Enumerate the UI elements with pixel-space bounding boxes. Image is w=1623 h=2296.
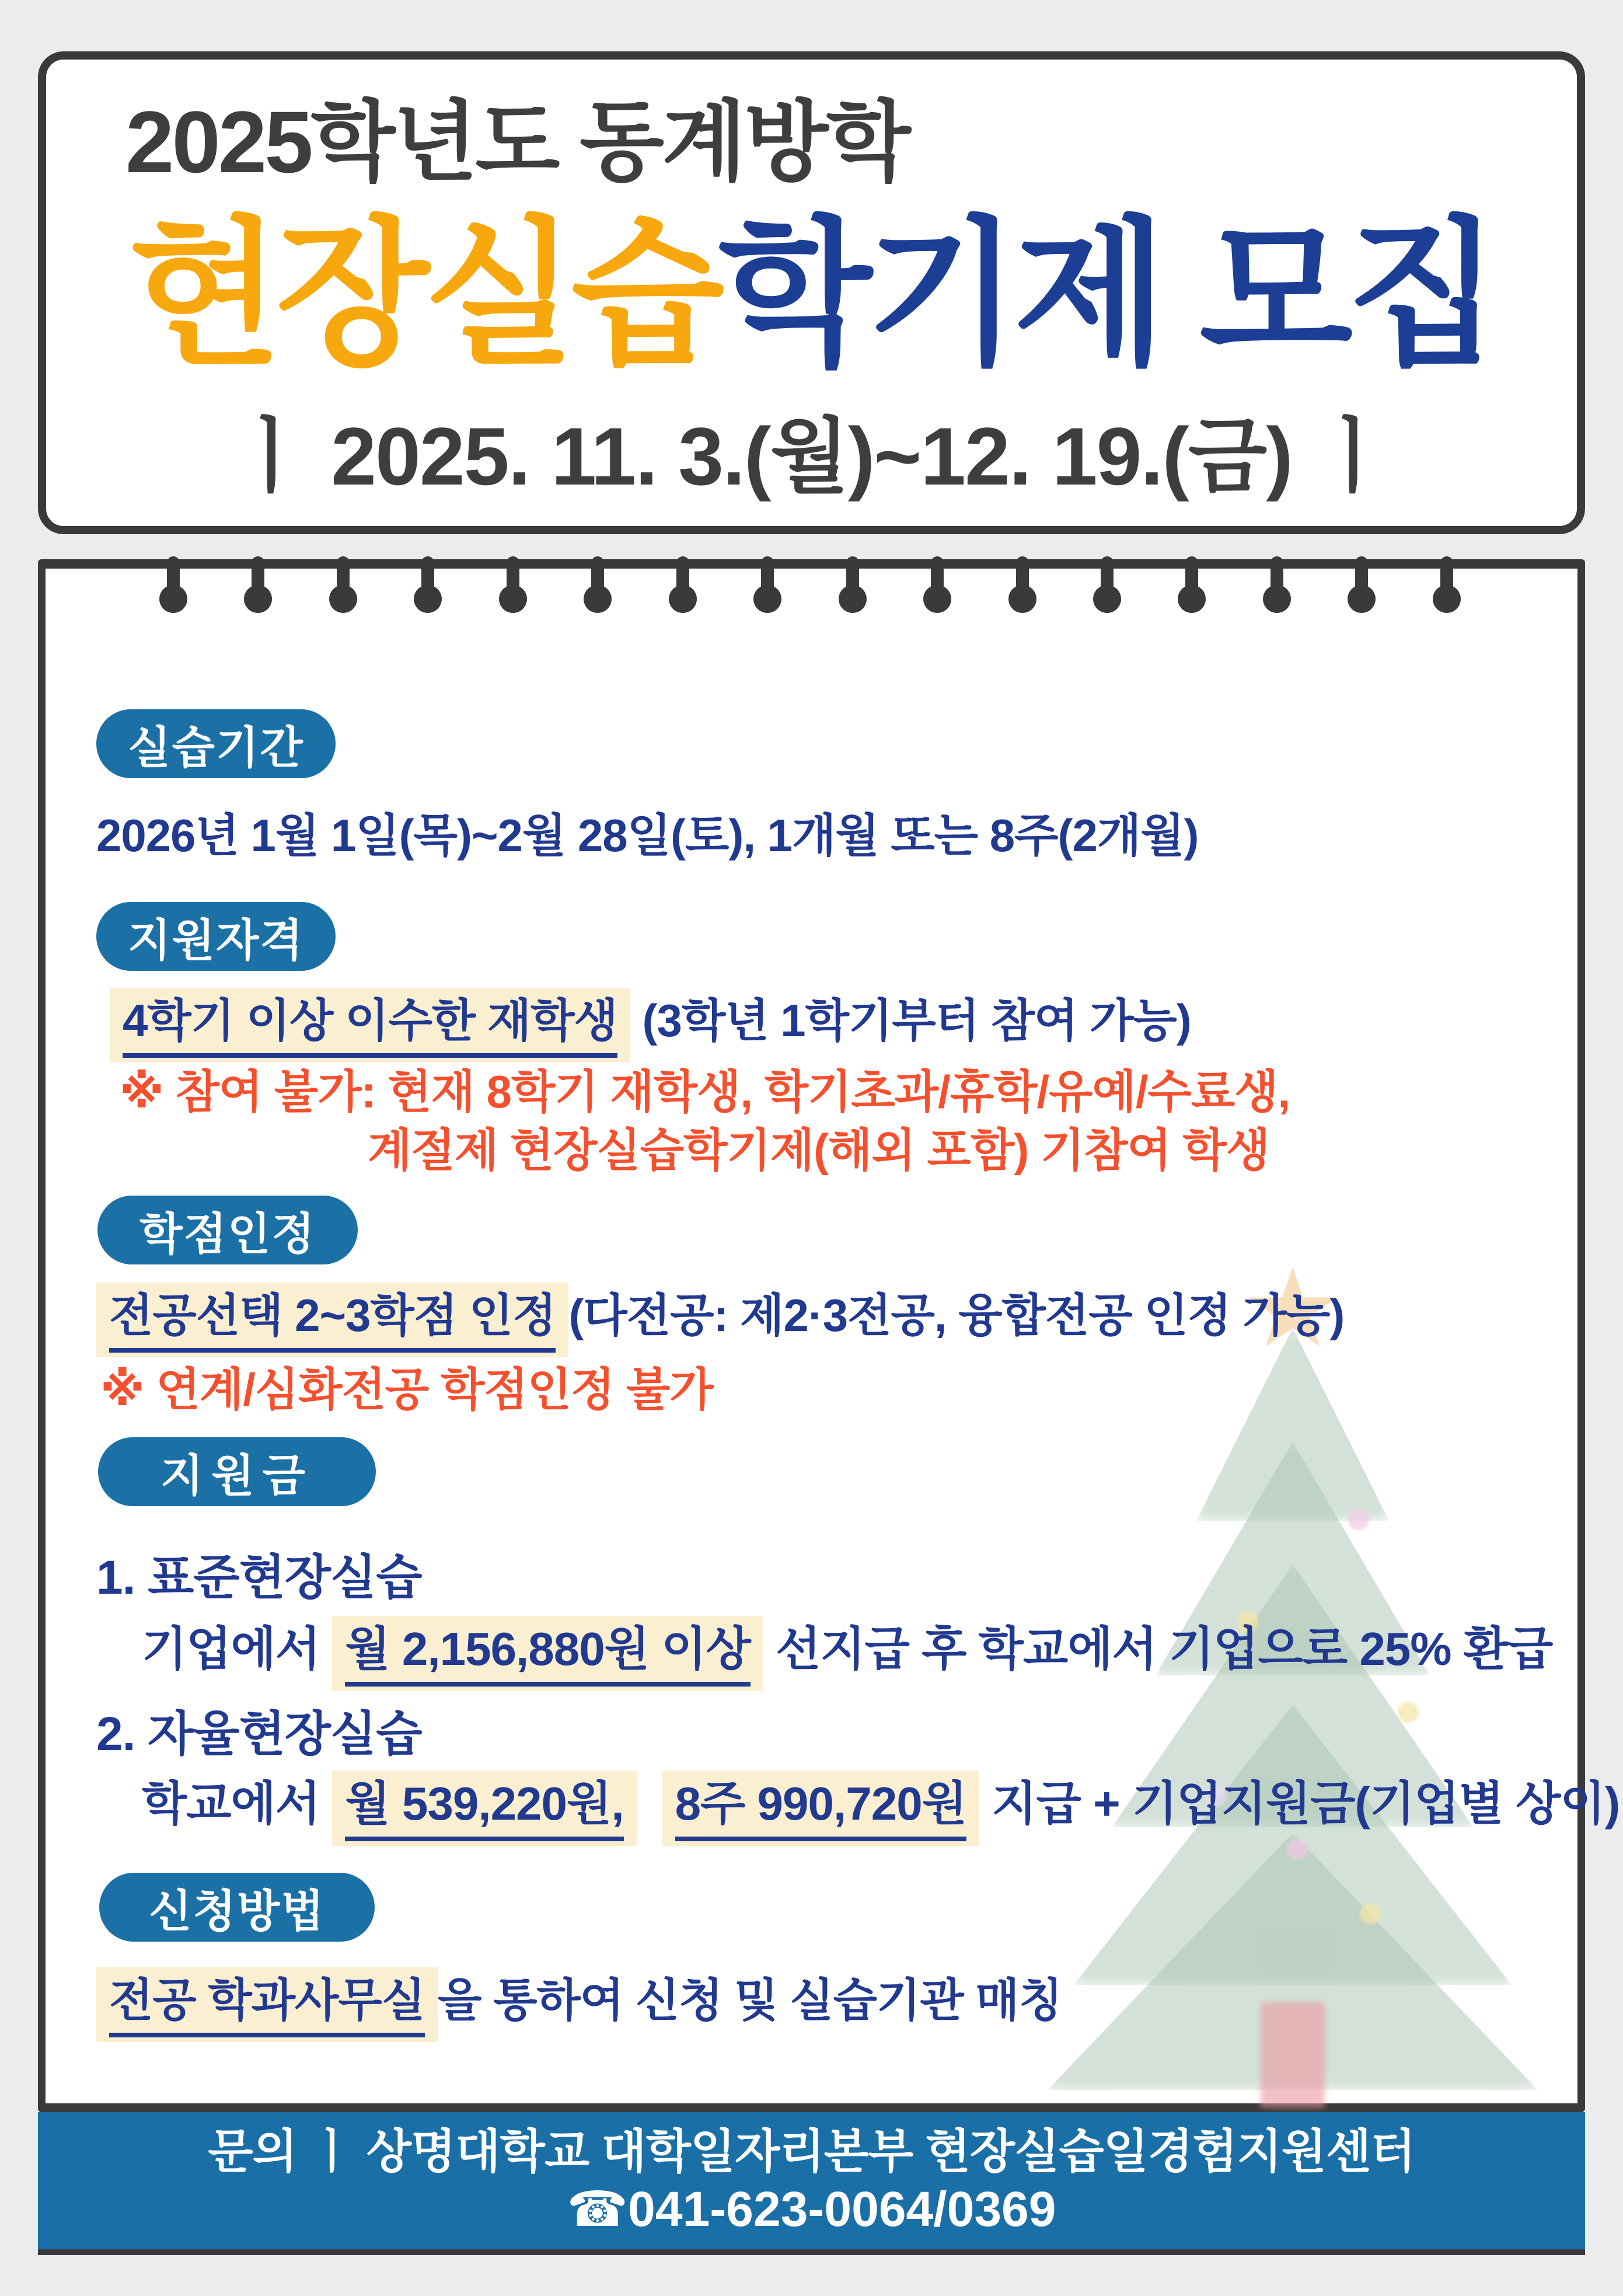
stipend-item2-title: 2. 자율현장실습 <box>96 1708 422 1761</box>
footer-contact-bar <box>38 2112 1585 2255</box>
badge-practice-period: 실습기간 <box>96 709 336 778</box>
recruit-period: ㅣ 2025. 11. 3.(월)~12. 19.(금) ㅣ <box>232 410 1391 502</box>
stipend-item2-rest: 지급 + 기업지원금(기업별 상이) <box>979 1778 1620 1830</box>
badge-apply: 신청방법 <box>99 1873 375 1942</box>
binding-pin <box>1178 556 1206 613</box>
binding-pin <box>1433 556 1461 613</box>
binding-pin <box>669 556 697 613</box>
stipend-item2-line <box>142 1775 1619 1833</box>
practice-period-line: 2026년 1월 1일(목)~2월 28일(토), 1개월 또는 8주(2개월) <box>96 810 1199 861</box>
eligibility-rest: (3학년 1학기부터 참여 가능) <box>630 995 1191 1046</box>
stipend-item1-prefix: 기업에서 <box>142 1623 333 1675</box>
binding-pin <box>329 556 357 613</box>
tree-ornament <box>1360 1903 1381 1924</box>
stipend-item2-highlight-month: 월 539,220원, <box>332 1771 636 1846</box>
stipend-item1-title: 1. 표준현장실습 <box>96 1551 422 1604</box>
main-title-rest: 학기제 모집 <box>718 205 1495 383</box>
eligibility-note-1: ※ 참여 불가: 현재 8학기 재학생, 학기초과/휴학/유예/수료생, <box>120 1066 1290 1117</box>
credit-highlight: 전공선택 2~3학점 인정 <box>96 1283 568 1357</box>
binding-pin <box>923 556 951 613</box>
footer-phone-number: 041-623-0064/0369 <box>628 2181 1056 2236</box>
tree-ornament <box>1287 1839 1308 1860</box>
stipend-item2-highlight-8week: 8주 990,720원 <box>662 1771 979 1846</box>
main-title <box>38 205 1585 383</box>
tree-trunk <box>1261 2002 1325 2107</box>
badge-credit: 학점인정 <box>97 1196 358 1264</box>
eligibility-highlight: 4학기 이상 이수한 재학생 <box>110 988 630 1062</box>
apply-highlight: 전공 학과사무실 <box>96 1967 438 2042</box>
footer-phone-line <box>567 2181 1056 2236</box>
binding-pin <box>244 556 272 613</box>
binding-pin <box>584 556 612 613</box>
binding-pin <box>1348 556 1376 613</box>
binding-pin <box>414 556 442 613</box>
credit-line <box>96 1287 1344 1344</box>
tree-ornament <box>1348 1509 1369 1530</box>
phone-icon: ☎ <box>567 2181 629 2236</box>
credit-rest: (다전공: 제2·3전공, 융합전공 인정 가능) <box>568 1290 1345 1341</box>
stipend-item1-highlight: 월 2,156,880원 이상 <box>332 1616 763 1691</box>
kicker-title: 2025학년도 동계방학 <box>125 93 909 191</box>
stipend-item2-prefix: 학교에서 <box>142 1778 333 1830</box>
binding-pin <box>1093 556 1121 613</box>
eligibility-note-2: 계절제 현장실습학기제(해외 포함) 기참여 학생 <box>368 1124 1270 1176</box>
stipend-item1-rest: 선지급 후 학교에서 기업으로 25% 환급 <box>763 1623 1553 1675</box>
eligibility-line <box>110 992 1191 1050</box>
badge-eligibility: 지원자격 <box>96 902 336 971</box>
binding-pin <box>499 556 527 613</box>
footer-contact-line: 문의 ㅣ 상명대학교 대학일자리본부 현장실습일경험지원센터 <box>208 2125 1415 2177</box>
binding-pins <box>159 556 1461 613</box>
binding-pin <box>1008 556 1036 613</box>
tree-ornament <box>1398 1702 1419 1723</box>
binding-pin <box>753 556 781 613</box>
binding-pin <box>159 556 187 613</box>
stipend-item1-line <box>142 1620 1552 1678</box>
binding-pin <box>1263 556 1291 613</box>
apply-line <box>96 1972 1062 2029</box>
binding-pin <box>839 556 867 613</box>
badge-stipend: 지원금 <box>98 1437 376 1506</box>
credit-note: ※ 연계/심화전공 학점인정 불가 <box>100 1364 713 1415</box>
apply-rest: 을 통하여 신청 및 실습기관 매칭 <box>438 1974 1062 2026</box>
main-title-accent: 현장실습 <box>128 205 719 383</box>
